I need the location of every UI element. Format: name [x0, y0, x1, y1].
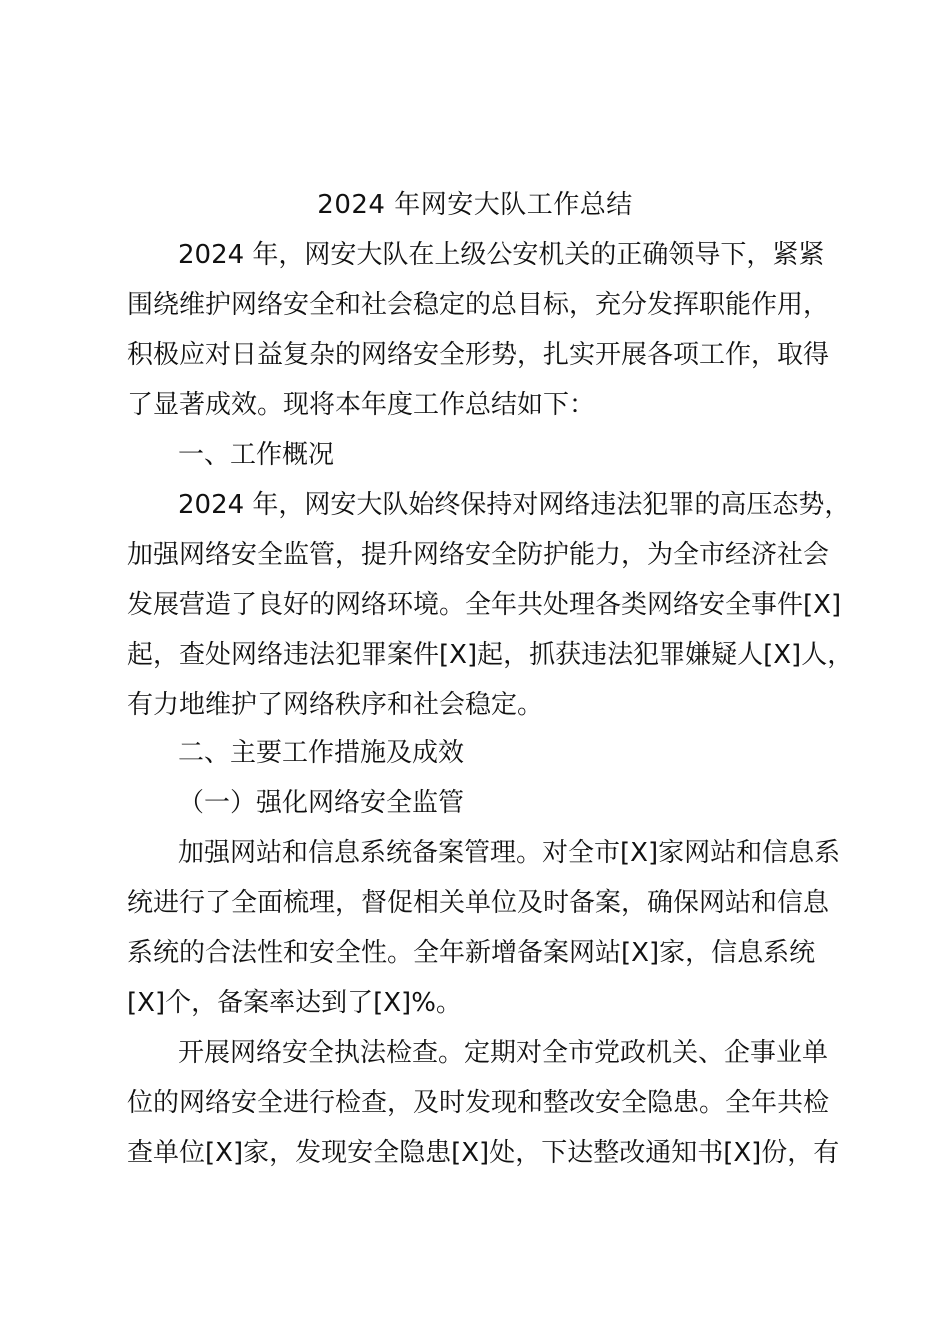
- section1-line-3: 发展营造了良好的网络环境。全年共处理各类网络安全事件[X]: [127, 590, 842, 620]
- section2-heading: 二、主要工作措施及成效: [178, 738, 465, 768]
- inspection-line-3: 查单位[X]家，发现安全隐患[X]处，下达整改通知书[X]份，有: [127, 1138, 840, 1168]
- filing-line-2: 统进行了全面梳理，督促相关单位及时备案，确保网站和信息: [127, 888, 830, 918]
- intro-line-3: 积极应对日益复杂的网络安全形势，扎实开展各项工作，取得: [127, 340, 830, 370]
- section1-line-5: 有力地维护了网络秩序和社会稳定。: [127, 690, 544, 720]
- filing-line-4: [X]个，备案率达到了[X]%。: [127, 988, 462, 1018]
- document-title: 2024 年网安大队工作总结: [317, 190, 633, 220]
- section1-heading: 一、工作概况: [178, 440, 335, 470]
- inspection-line-1: 开展网络安全执法检查。定期对全市党政机关、企事业单: [178, 1038, 829, 1068]
- intro-line-4: 了显著成效。现将本年度工作总结如下：: [127, 390, 596, 420]
- section1-line-4: 起，查处网络违法犯罪案件[X]起，抓获违法犯罪嫌疑人[X]人，: [127, 640, 854, 670]
- filing-line-3: 系统的合法性和安全性。全年新增备案网站[X]家，信息系统: [127, 938, 816, 968]
- intro-line-2: 围绕维护网络安全和社会稳定的总目标，充分发挥职能作用，: [127, 290, 830, 320]
- subsection1-heading: （一）强化网络安全监管: [178, 788, 465, 818]
- section1-line-2: 加强网络安全监管，提升网络安全防护能力，为全市经济社会: [127, 540, 830, 570]
- intro-line-1: 2024 年，网安大队在上级公安机关的正确领导下，紧紧: [178, 240, 825, 270]
- filing-line-1: 加强网站和信息系统备案管理。对全市[X]家网站和信息系: [178, 838, 841, 868]
- inspection-line-2: 位的网络安全进行检查，及时发现和整改安全隐患。全年共检: [127, 1088, 830, 1118]
- section1-line-1: 2024 年，网安大队始终保持对网络违法犯罪的高压态势，: [178, 490, 851, 520]
